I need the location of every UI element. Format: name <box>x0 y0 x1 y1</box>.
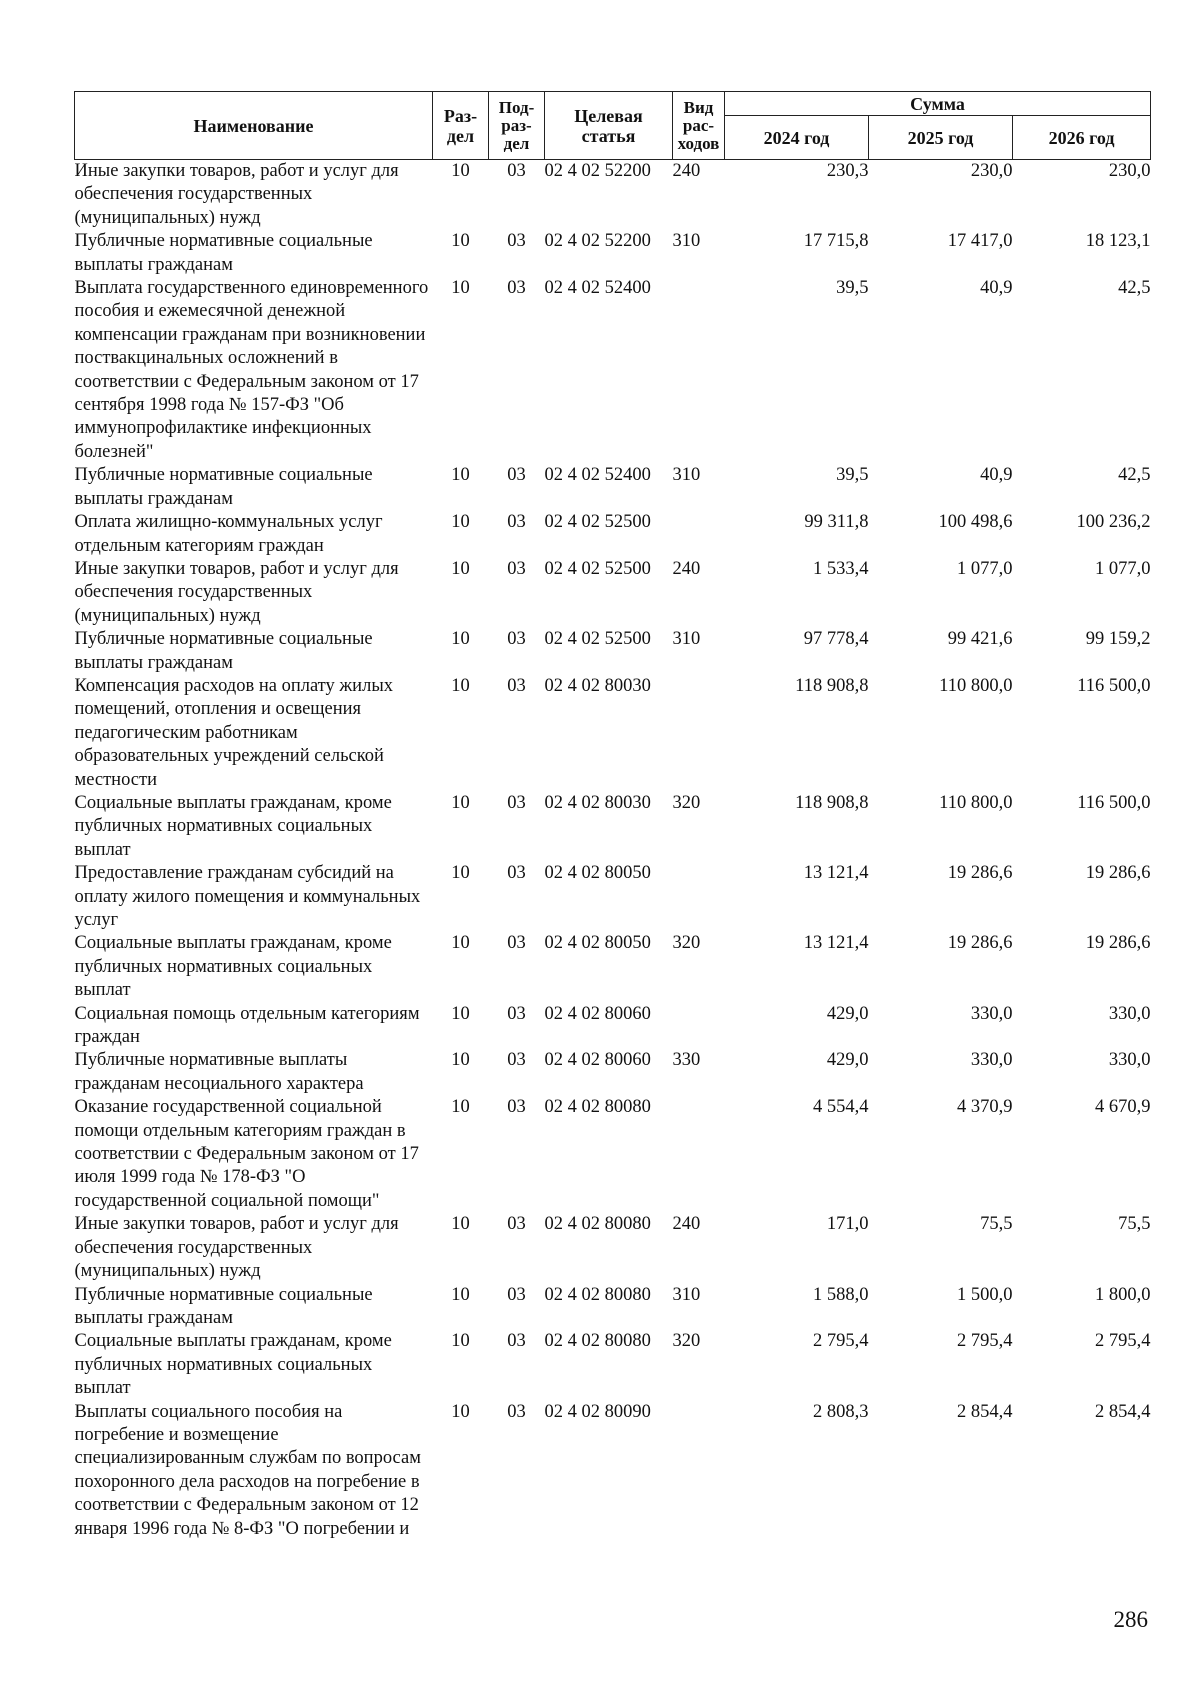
row-name: Социальные выплаты гражданам, кроме публичных нормативных социальных выплат <box>74 792 392 860</box>
row-amount-2026: 1 800,0 <box>1095 1284 1151 1305</box>
row-razdel: 10 <box>451 863 470 884</box>
row-vid <box>673 511 725 558</box>
table-row <box>75 1096 1151 1213</box>
row-amount-2024: 2 795,4 <box>813 1331 869 1352</box>
row-vid: 310 <box>672 231 701 252</box>
row-name: Публичные нормативные социальные выплаты гражданам <box>74 629 373 673</box>
row-razdel: 10 <box>451 1401 470 1422</box>
page-number: 286 <box>1113 1607 1148 1632</box>
row-podrazdel: 03 <box>507 629 526 650</box>
row-amount-2024: 39,5 <box>836 278 869 299</box>
row-amount-2026: 99 159,2 <box>1085 629 1151 650</box>
header-year-2024: 2024 год <box>725 116 869 160</box>
row-code: 02 4 02 80080 <box>544 1331 651 1352</box>
row-razdel: 10 <box>451 675 470 696</box>
row-vid: 240 <box>672 558 701 579</box>
row-podrazdel: 03 <box>507 1331 526 1352</box>
header-vid-text: Вид рас- ходов <box>677 97 720 153</box>
table-header <box>75 92 1151 160</box>
row-razdel: 10 <box>451 278 470 299</box>
row-name: Выплаты социального пособия на погребение и возмещение специализированным службам по вопросам похоронного дела расходов на погребение в соответствии с Федеральным законом от 12 января 1996 года № 8-ФЗ "О погребении и <box>74 1401 421 1539</box>
row-amount-2024: 13 121,4 <box>803 863 869 884</box>
row-code: 02 4 02 80030 <box>544 792 651 813</box>
header-razdel-text: Раз- дел <box>443 105 478 146</box>
row-amount-2024: 429,0 <box>826 1003 869 1024</box>
row-name: Публичные нормативные социальные выплаты гражданам <box>74 465 373 509</box>
row-amount-2025: 110 800,0 <box>939 792 1013 813</box>
table-row <box>75 230 1151 277</box>
row-vid: 310 <box>672 629 701 650</box>
header-razdel <box>433 92 489 160</box>
row-amount-2026: 230,0 <box>1108 161 1151 181</box>
row-name: Иные закупки товаров, работ и услуг для обеспечения государственных (муниципальных) нужд <box>74 1214 399 1282</box>
row-razdel: 10 <box>451 1284 470 1305</box>
row-amount-2026: 330,0 <box>1108 1003 1151 1024</box>
table-row <box>75 464 1151 511</box>
row-code: 02 4 02 80050 <box>544 863 651 884</box>
row-razdel: 10 <box>451 792 470 813</box>
row-amount-2025: 75,5 <box>980 1214 1013 1235</box>
row-vid <box>673 862 725 932</box>
row-name: Социальная помощь отдельным категориям граждан <box>74 1003 420 1048</box>
row-podrazdel: 03 <box>507 792 526 813</box>
row-name: Предоставление гражданам субсидий на оплату жилого помещения и коммунальных услуг <box>74 863 421 930</box>
row-razdel: 10 <box>451 1050 470 1071</box>
table-row <box>75 1049 1151 1096</box>
row-amount-2026: 330,0 <box>1108 1050 1151 1071</box>
row-podrazdel: 03 <box>507 675 526 696</box>
row-code: 02 4 02 52200 <box>544 231 651 252</box>
row-amount-2025: 330,0 <box>970 1050 1013 1071</box>
row-amount-2026: 1 077,0 <box>1095 558 1151 579</box>
header-tselevaya <box>545 92 673 160</box>
row-vid: 320 <box>672 933 701 954</box>
row-amount-2024: 230,3 <box>826 161 869 181</box>
row-code: 02 4 02 80080 <box>544 1097 651 1118</box>
header-vid <box>673 92 725 160</box>
header-podrazdel-text: Под- раз- дел <box>498 97 535 153</box>
row-name: Публичные нормативные выплаты гражданам несоциального характера <box>74 1050 364 1094</box>
row-razdel: 10 <box>451 1003 470 1024</box>
row-amount-2025: 100 498,6 <box>938 512 1013 533</box>
row-code: 02 4 02 52500 <box>544 558 651 579</box>
table-row <box>75 792 1151 862</box>
row-code: 02 4 02 80030 <box>544 675 651 696</box>
row-amount-2024: 2 808,3 <box>813 1401 869 1422</box>
row-name: Оплата жилищно-коммунальных услуг отдельным категориям граждан <box>74 512 383 556</box>
row-amount-2026: 116 500,0 <box>1077 675 1151 696</box>
table-row <box>75 1003 1151 1050</box>
row-podrazdel: 03 <box>507 933 526 954</box>
row-amount-2025: 230,0 <box>970 161 1013 181</box>
row-amount-2026: 19 286,6 <box>1085 933 1151 954</box>
row-amount-2024: 4 554,4 <box>813 1097 869 1118</box>
row-amount-2025: 40,9 <box>980 465 1013 486</box>
row-amount-2024: 17 715,8 <box>803 231 869 252</box>
table-row <box>75 932 1151 1002</box>
row-name: Социальные выплаты гражданам, кроме публичных нормативных социальных выплат <box>74 1331 392 1399</box>
row-amount-2024: 13 121,4 <box>803 933 869 954</box>
row-amount-2026: 116 500,0 <box>1077 792 1151 813</box>
row-razdel: 10 <box>451 231 470 252</box>
row-amount-2025: 2 795,4 <box>957 1331 1013 1352</box>
row-amount-2024: 171,0 <box>826 1214 869 1235</box>
row-code: 02 4 02 52500 <box>544 629 651 650</box>
row-amount-2024: 1 588,0 <box>813 1284 869 1305</box>
row-vid <box>673 1401 725 1541</box>
header-year-2026: 2026 год <box>1013 116 1151 160</box>
row-name: Социальные выплаты гражданам, кроме публичных нормативных социальных выплат <box>74 933 392 1001</box>
row-amount-2025: 110 800,0 <box>939 675 1013 696</box>
row-vid: 330 <box>672 1050 701 1071</box>
row-podrazdel: 03 <box>507 1284 526 1305</box>
row-vid <box>673 675 725 792</box>
header-year-2025: 2025 год <box>869 116 1013 160</box>
row-vid: 310 <box>672 465 701 486</box>
row-razdel: 10 <box>451 629 470 650</box>
header-summa: Сумма <box>725 92 1151 116</box>
table-row <box>75 1213 1151 1283</box>
row-amount-2026: 100 236,2 <box>1076 512 1151 533</box>
row-amount-2026: 42,5 <box>1118 278 1151 299</box>
row-podrazdel: 03 <box>507 161 526 181</box>
row-amount-2026: 75,5 <box>1118 1214 1151 1235</box>
row-amount-2024: 99 311,8 <box>804 512 869 533</box>
header-tselevaya-text: Целевая статья <box>574 105 643 146</box>
row-amount-2025: 17 417,0 <box>947 231 1013 252</box>
row-podrazdel: 03 <box>507 558 526 579</box>
row-amount-2024: 97 778,4 <box>803 629 869 650</box>
row-podrazdel: 03 <box>507 1003 526 1024</box>
table-row <box>75 277 1151 464</box>
row-code: 02 4 02 52400 <box>544 465 651 486</box>
row-vid <box>673 1096 725 1213</box>
row-vid: 320 <box>672 792 701 813</box>
row-amount-2025: 19 286,6 <box>947 863 1013 884</box>
row-amount-2025: 19 286,6 <box>947 933 1013 954</box>
row-amount-2026: 2 854,4 <box>1095 1401 1151 1422</box>
row-podrazdel: 03 <box>507 231 526 252</box>
row-razdel: 10 <box>451 933 470 954</box>
row-code: 02 4 02 80080 <box>544 1214 651 1235</box>
row-amount-2025: 1 077,0 <box>957 558 1013 579</box>
row-code: 02 4 02 80090 <box>544 1401 651 1422</box>
row-vid: 240 <box>672 161 701 181</box>
row-code: 02 4 02 80080 <box>544 1284 651 1305</box>
row-code: 02 4 02 52200 <box>544 161 651 181</box>
table-row <box>75 160 1151 231</box>
row-code: 02 4 02 52400 <box>544 278 651 299</box>
row-amount-2025: 330,0 <box>970 1003 1013 1024</box>
row-podrazdel: 03 <box>507 1050 526 1071</box>
row-vid <box>673 1003 725 1050</box>
row-podrazdel: 03 <box>507 863 526 884</box>
header-podrazdel <box>489 92 545 160</box>
row-vid: 310 <box>672 1284 701 1305</box>
row-amount-2025: 2 854,4 <box>957 1401 1013 1422</box>
row-amount-2025: 40,9 <box>980 278 1013 299</box>
row-code: 02 4 02 80050 <box>544 933 651 954</box>
row-razdel: 10 <box>451 512 470 533</box>
row-podrazdel: 03 <box>507 1401 526 1422</box>
row-razdel: 10 <box>451 1214 470 1235</box>
row-name: Компенсация расходов на оплату жилых помещений, отопления и освещения педагогическим работникам образовательных учреждений сельской местности <box>74 675 393 790</box>
table-row <box>75 675 1151 792</box>
table-row <box>75 558 1151 628</box>
row-vid <box>673 277 725 464</box>
row-amount-2024: 39,5 <box>836 465 869 486</box>
row-name: Иные закупки товаров, работ и услуг для обеспечения государственных (муниципальных) нужд <box>74 558 399 626</box>
row-razdel: 10 <box>451 465 470 486</box>
row-code: 02 4 02 80060 <box>544 1003 651 1024</box>
row-amount-2026: 42,5 <box>1118 465 1151 486</box>
row-amount-2025: 4 370,9 <box>957 1097 1013 1118</box>
table-row <box>75 1284 1151 1331</box>
header-name: Наименование <box>75 92 433 160</box>
row-amount-2026: 4 670,9 <box>1095 1097 1151 1118</box>
table-row <box>75 1330 1151 1400</box>
table-row <box>75 511 1151 558</box>
row-podrazdel: 03 <box>507 278 526 299</box>
row-amount-2026: 2 795,4 <box>1095 1331 1151 1352</box>
row-podrazdel: 03 <box>507 1097 526 1118</box>
row-name: Публичные нормативные социальные выплаты гражданам <box>74 1284 373 1328</box>
budget-table <box>74 91 1151 1541</box>
table-row <box>75 628 1151 675</box>
table-row <box>75 1401 1151 1541</box>
row-amount-2025: 99 421,6 <box>947 629 1013 650</box>
row-name: Выплата государственного единовременного пособия и ежемесячной денежной компенсации гражданам при возникновении поствакцинальных осложнений в соответствии с Федеральным законом от 17 сентября 1998 года № 157-ФЗ "Об иммунопрофилактике инфекционных болезней" <box>74 278 429 462</box>
row-amount-2024: 118 908,8 <box>795 792 869 813</box>
row-amount-2026: 19 286,6 <box>1085 863 1151 884</box>
row-code: 02 4 02 80060 <box>544 1050 651 1071</box>
row-name: Оказание государственной социальной помощи отдельным категориям граждан в соответствии с Федеральным законом от 17 июля 1999 года № 178-ФЗ "О государственной социальной помощи" <box>74 1097 419 1211</box>
row-amount-2024: 1 533,4 <box>813 558 869 579</box>
row-razdel: 10 <box>451 1097 470 1118</box>
row-podrazdel: 03 <box>507 465 526 486</box>
row-amount-2025: 1 500,0 <box>957 1284 1013 1305</box>
row-podrazdel: 03 <box>507 512 526 533</box>
row-amount-2024: 429,0 <box>826 1050 869 1071</box>
row-podrazdel: 03 <box>507 1214 526 1235</box>
row-vid: 240 <box>672 1214 701 1235</box>
row-amount-2024: 118 908,8 <box>795 675 869 696</box>
row-razdel: 10 <box>451 161 470 181</box>
row-razdel: 10 <box>451 1331 470 1352</box>
row-name: Публичные нормативные социальные выплаты гражданам <box>74 231 373 275</box>
row-name: Иные закупки товаров, работ и услуг для обеспечения государственных (муниципальных) нужд <box>74 161 399 228</box>
row-razdel: 10 <box>451 558 470 579</box>
table-row <box>75 862 1151 932</box>
table-body <box>75 160 1151 1541</box>
row-vid: 320 <box>672 1331 701 1352</box>
row-amount-2026: 18 123,1 <box>1085 231 1151 252</box>
row-code: 02 4 02 52500 <box>544 512 651 533</box>
